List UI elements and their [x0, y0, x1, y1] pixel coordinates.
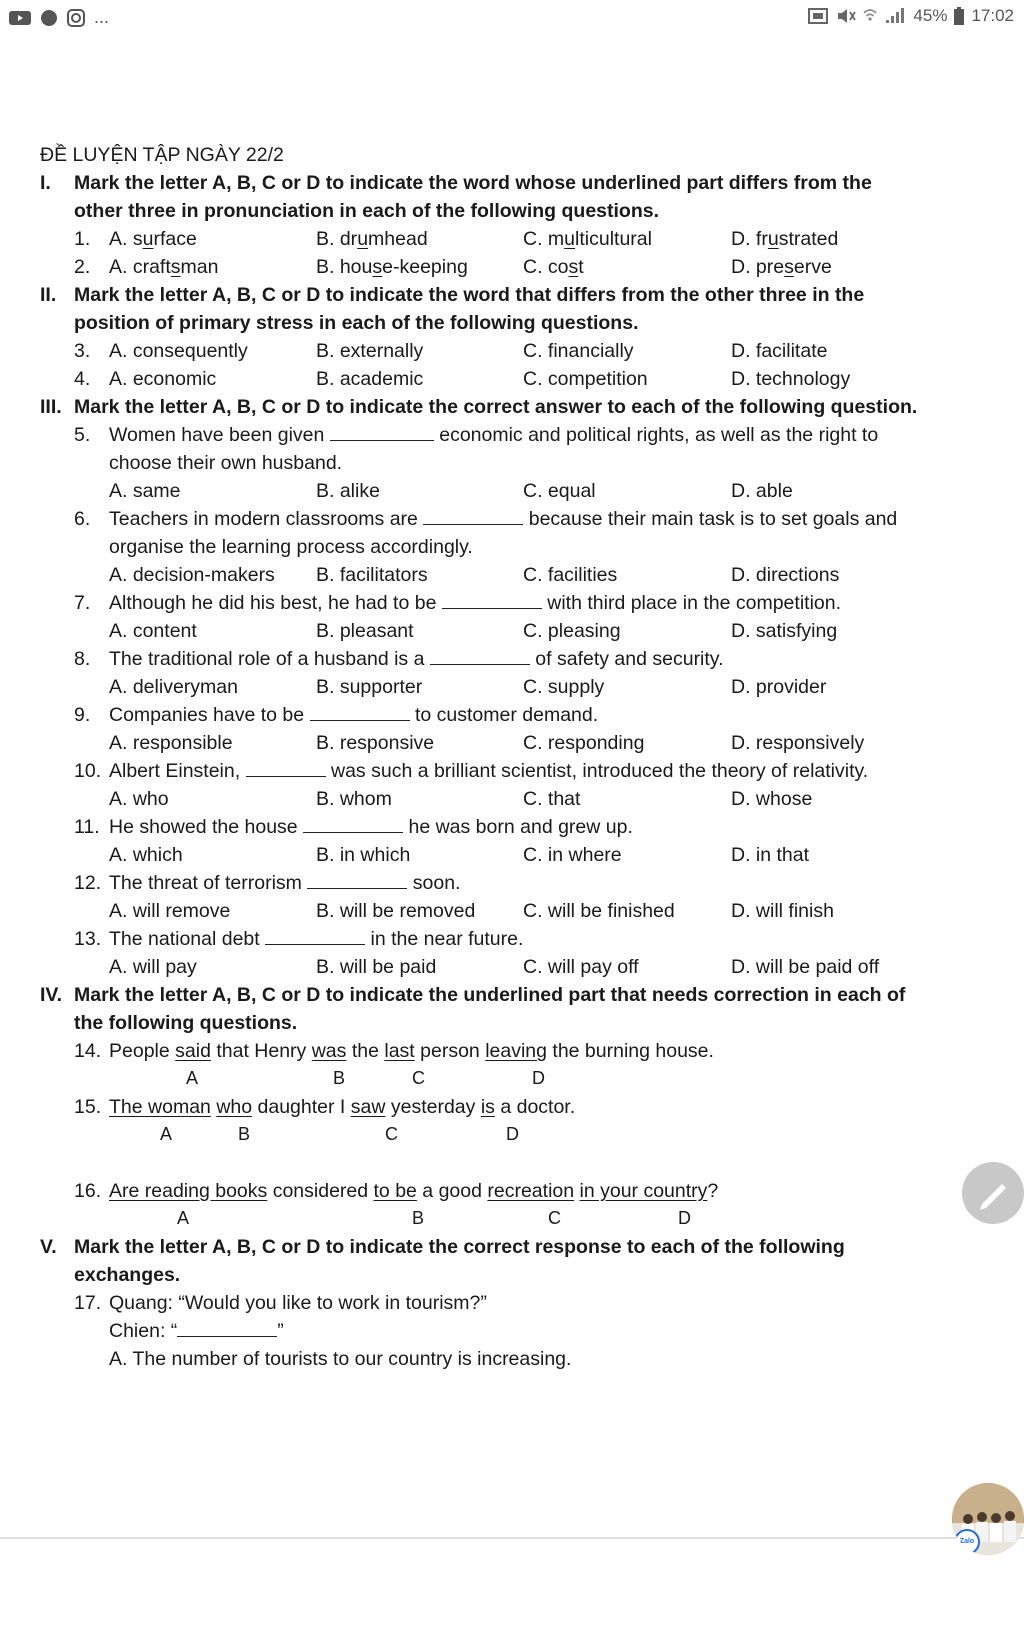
clock: 17:02 — [971, 6, 1014, 25]
question-7 — [74, 590, 954, 616]
youtube-icon — [8, 9, 32, 27]
question-9-options — [74, 730, 944, 756]
option-b: B. alike — [316, 480, 380, 502]
option-b: B. academic — [316, 368, 424, 390]
question-1 — [74, 226, 944, 252]
option-c: C. in where — [523, 844, 622, 866]
question-9 — [74, 702, 954, 728]
option-b: B. will be removed — [316, 900, 476, 922]
question-text: People said that Henry was the last person leaving the burning house. — [109, 1040, 714, 1062]
question-text: Teachers in modern classrooms are because their main task is to set goals and — [109, 508, 898, 530]
question-text: Albert Einstein, was such a brilliant scientist, introduced the theory of relativity. — [109, 760, 869, 782]
question-17 — [74, 1290, 954, 1316]
system-indicators — [807, 6, 1014, 26]
option-d: D. facilitate — [731, 340, 828, 362]
question-6 — [74, 506, 954, 532]
question-number: 15. — [74, 1096, 102, 1118]
section-1-instruction-line1: Mark the letter A, B, C or D to indicate the word whose underlined part differs from the — [74, 172, 872, 194]
option-b: B. externally — [316, 340, 424, 362]
option-a: A. responsible — [109, 732, 233, 754]
notification-icons — [8, 7, 109, 28]
question-13 — [74, 926, 954, 952]
option-a: A. who — [109, 788, 169, 810]
question-number: 14. — [74, 1040, 102, 1062]
bottom-divider — [0, 1537, 1024, 1539]
option-b: B. pleasant — [316, 620, 414, 642]
section-3-numeral: III. — [40, 396, 62, 418]
option-a: A. deliveryman — [109, 676, 238, 698]
battery-percent: 45% — [913, 6, 948, 25]
question-17-reply: Chien: “ ” — [109, 1320, 284, 1342]
question-number: 17. — [74, 1292, 102, 1314]
battery-icon — [954, 7, 964, 25]
zalo-badge: Zalo — [954, 1529, 980, 1555]
question-11-options — [74, 842, 944, 868]
letter-b: B — [412, 1208, 425, 1228]
question-10 — [74, 758, 954, 784]
letter-c: C — [385, 1124, 398, 1144]
question-8-options — [74, 674, 944, 700]
question-number: 6. — [74, 508, 91, 530]
letter-b: B — [333, 1068, 346, 1088]
question-16-letters — [40, 1206, 940, 1230]
question-5 — [74, 422, 954, 448]
option-d: D. frustrated — [731, 228, 839, 250]
question-12 — [74, 870, 954, 896]
signal-icon — [884, 7, 906, 25]
question-number: 4. — [74, 368, 91, 390]
letter-c: C — [412, 1068, 425, 1088]
question-5-continuation: choose their own husband. — [109, 452, 343, 474]
section-2-instruction-line1: Mark the letter A, B, C or D to indicate the word that differs from the other three in the — [74, 284, 865, 306]
option-a: A. which — [109, 844, 183, 866]
option-d: D. will finish — [731, 900, 834, 922]
option-c: C. pleasing — [523, 620, 621, 642]
question-5-options — [74, 478, 944, 504]
section-3-instruction: Mark the letter A, B, C or D to indicate the correct answer to each of the following question. — [74, 396, 918, 418]
section-1-numeral: I. — [40, 172, 51, 194]
question-number: 9. — [74, 704, 91, 726]
option-a: A. craftsman — [109, 256, 219, 278]
question-number: 7. — [74, 592, 91, 614]
question-text: He showed the house he was born and grew up. — [109, 816, 633, 838]
option-c: C. competition — [523, 368, 648, 390]
mute-icon — [836, 7, 856, 25]
more-notifications: ... — [94, 7, 110, 27]
question-text: Companies have to be to customer demand. — [109, 704, 599, 726]
option-d: D. provider — [731, 676, 827, 698]
letter-d: D — [532, 1068, 545, 1088]
option-c: C. facilities — [523, 564, 618, 586]
option-a: A. will pay — [109, 956, 197, 978]
section-5-instruction-line2: exchanges. — [74, 1264, 181, 1286]
question-number: 5. — [74, 424, 91, 446]
option-c: C. will be finished — [523, 900, 675, 922]
option-d: D. satisfying — [731, 620, 838, 642]
option-c: C. will pay off — [523, 956, 639, 978]
option-c: C. equal — [523, 480, 596, 502]
question-14 — [74, 1038, 954, 1064]
option-a: A. economic — [109, 368, 217, 390]
letter-a: A — [186, 1068, 199, 1088]
option-d: D. preserve — [731, 256, 832, 278]
question-number: 8. — [74, 648, 91, 670]
question-3 — [74, 338, 944, 364]
status-bar — [0, 0, 1024, 34]
question-11 — [74, 814, 954, 840]
option-b: B. will be paid — [316, 956, 437, 978]
option-d: D. technology — [731, 368, 851, 390]
section-4-numeral: IV. — [40, 984, 63, 1006]
question-4 — [74, 366, 944, 392]
letter-a: A — [177, 1208, 190, 1228]
question-text: The national debt in the near future. — [109, 928, 524, 950]
option-c: C. responding — [523, 732, 645, 754]
section-4-instruction-line2: the following questions. — [74, 1012, 298, 1034]
letter-d: D — [506, 1124, 519, 1144]
section-2-numeral: II. — [40, 284, 57, 306]
option-a: A. will remove — [109, 900, 231, 922]
section-4-instruction-line1: Mark the letter A, B, C or D to indicate the underlined part that needs correction in each of — [74, 984, 906, 1006]
option-c: C. that — [523, 788, 581, 810]
option-c: C. cost — [523, 256, 584, 278]
question-13-options — [74, 954, 944, 980]
letter-d: D — [678, 1208, 691, 1228]
option-a: A. content — [109, 620, 197, 642]
option-b: B. facilitators — [316, 564, 428, 586]
option-a: A. surface — [109, 228, 197, 250]
question-number: 12. — [74, 872, 102, 894]
wifi-icon — [863, 7, 877, 25]
option-d: D. will be paid off — [731, 956, 880, 978]
question-16 — [74, 1178, 954, 1204]
question-text: The threat of terrorism soon. — [109, 872, 461, 894]
option-b: B. drumhead — [316, 228, 428, 250]
question-number: 11. — [74, 816, 100, 838]
question-12-options — [74, 898, 944, 924]
option-b: B. whom — [316, 788, 392, 810]
pencil-icon — [962, 1162, 1024, 1224]
instagram-icon — [66, 8, 86, 28]
question-6-options — [74, 562, 944, 588]
option-d: D. in that — [731, 844, 810, 866]
option-b: B. responsive — [316, 732, 435, 754]
option-d: D. responsively — [731, 732, 865, 754]
cast-icon — [807, 7, 829, 25]
question-text: Women have been given economic and political rights, as well as the right to — [109, 424, 879, 446]
option-d: D. directions — [731, 564, 840, 586]
letter-c: C — [548, 1208, 561, 1228]
question-number: 3. — [74, 340, 91, 362]
option-a: A. same — [109, 480, 181, 502]
question-number: 2. — [74, 256, 91, 278]
letter-b: B — [238, 1124, 251, 1144]
question-8 — [74, 646, 954, 672]
question-6-continuation: organise the learning process accordingly. — [109, 536, 473, 558]
option-b: B. supporter — [316, 676, 423, 698]
option-d: D. able — [731, 480, 793, 502]
option-c: C. multicultural — [523, 228, 652, 250]
question-17-option-a: A. The number of tourists to our country is increasing. — [109, 1348, 572, 1370]
question-15-letters — [40, 1122, 940, 1146]
section-5-numeral: V. — [40, 1236, 57, 1258]
question-number: 16. — [74, 1180, 102, 1202]
option-d: D. whose — [731, 788, 813, 810]
question-text: The woman who daughter I saw yesterday is a doctor. — [109, 1096, 576, 1118]
question-2 — [74, 254, 944, 280]
option-c: C. financially — [523, 340, 634, 362]
question-text: Are reading books considered to be a good recreation in your country? — [109, 1180, 719, 1202]
option-c: C. supply — [523, 676, 605, 698]
page-title: ĐỀ LUYỆN TẬP NGÀY 22/2 — [40, 144, 284, 166]
section-2-instruction-line2: position of primary stress in each of the following questions. — [74, 312, 639, 334]
section-5-instruction-line1: Mark the letter A, B, C or D to indicate the correct response to each of the following — [74, 1236, 845, 1258]
chat-head-thumbnail[interactable] — [952, 1483, 1024, 1555]
question-text: Although he did his best, he had to be with third place in the competition. — [109, 592, 842, 614]
question-15 — [74, 1094, 954, 1120]
option-b: B. house-keeping — [316, 256, 468, 278]
option-b: B. in which — [316, 844, 411, 866]
question-text: The traditional role of a husband is a of safety and security. — [109, 648, 724, 670]
edit-fab-button[interactable] — [962, 1162, 1024, 1224]
question-14-letters — [40, 1066, 940, 1090]
question-10-options — [74, 786, 944, 812]
question-number: 10. — [74, 760, 102, 782]
record-dot-icon — [40, 9, 58, 27]
letter-a: A — [160, 1124, 173, 1144]
question-number: 13. — [74, 928, 102, 950]
question-prompt: Quang: “Would you like to work in tourism?” — [109, 1292, 487, 1314]
section-1-instruction-line2: other three in pronunciation in each of the following questions. — [74, 200, 660, 222]
option-a: A. decision-makers — [109, 564, 275, 586]
question-7-options — [74, 618, 944, 644]
option-a: A. consequently — [109, 340, 248, 362]
question-number: 1. — [74, 228, 91, 250]
